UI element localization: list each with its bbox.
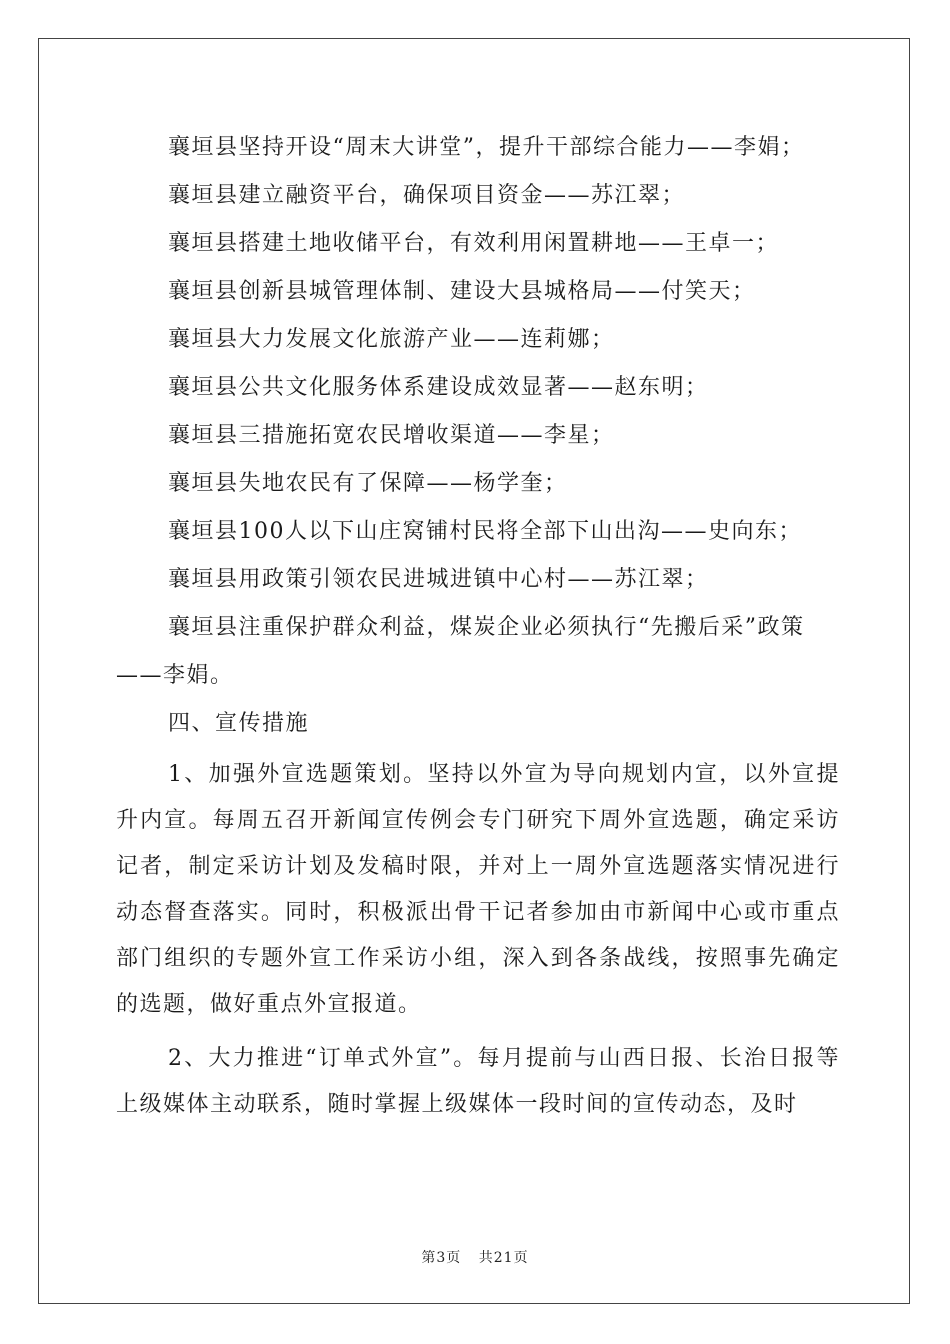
list-item: 襄垣县大力发展文化旅游产业——连莉娜； bbox=[168, 327, 615, 352]
list-item: 襄垣县建立融资平台，确保项目资金——苏江翠； bbox=[168, 183, 686, 208]
page-total: 共21页 bbox=[478, 1250, 529, 1266]
document-body bbox=[80, 124, 840, 1136]
list-item-last-line1: 襄垣县注重保护群众利益，煤炭企业必须执行“先搬后采”政策 bbox=[168, 615, 805, 640]
list-item: 襄垣县搭建土地收储平台，有效利用闲置耕地——王卓一； bbox=[168, 231, 780, 256]
list-item: 襄垣县创新县城管理体制、建设大县城格局——付笑天； bbox=[168, 279, 756, 304]
page-footer bbox=[0, 1247, 950, 1267]
paragraph-1: 1、加强外宣选题策划。坚持以外宣为导向规划内宣，以外宣提升内宣。每周五召开新闻宣传例会专门研究下周外宣选题，确定采访记者，制定采访计划及发稿时限，并对上一周外宣选题落实情况进行动态督查落实。同时，积极派出骨干记者参加由市新闻中心或市重点部门组织的专题外宣工作采访小组，深入到各条战线，按照事先确定的选题，做好重点外宣报道。 bbox=[116, 762, 840, 1017]
list-item: 襄垣县100人以下山庄窝铺村民将全部下山出沟——史向东； bbox=[168, 519, 802, 544]
list-item-last-line2: ——李娟。 bbox=[116, 663, 234, 688]
page-number: 第3页 bbox=[421, 1250, 462, 1266]
section-heading: 四、宣传措施 bbox=[168, 711, 310, 736]
paragraph-2: 2、大力推进“订单式外宣”。每月提前与山西日报、长治日报等上级媒体主动联系，随时掌握上级媒体一段时间的宣传动态，及时 bbox=[116, 1046, 840, 1117]
list-item: 襄垣县用政策引领农民进城进镇中心村——苏江翠； bbox=[168, 567, 709, 592]
list-item: 襄垣县坚持开设“周末大讲堂”，提升干部综合能力——李娟； bbox=[168, 135, 805, 160]
list-item: 襄垣县三措施拓宽农民增收渠道——李星； bbox=[168, 423, 615, 448]
list-item: 襄垣县公共文化服务体系建设成效显著——赵东明； bbox=[168, 375, 709, 400]
list-item: 襄垣县失地农民有了保障——杨学奎； bbox=[168, 471, 568, 496]
